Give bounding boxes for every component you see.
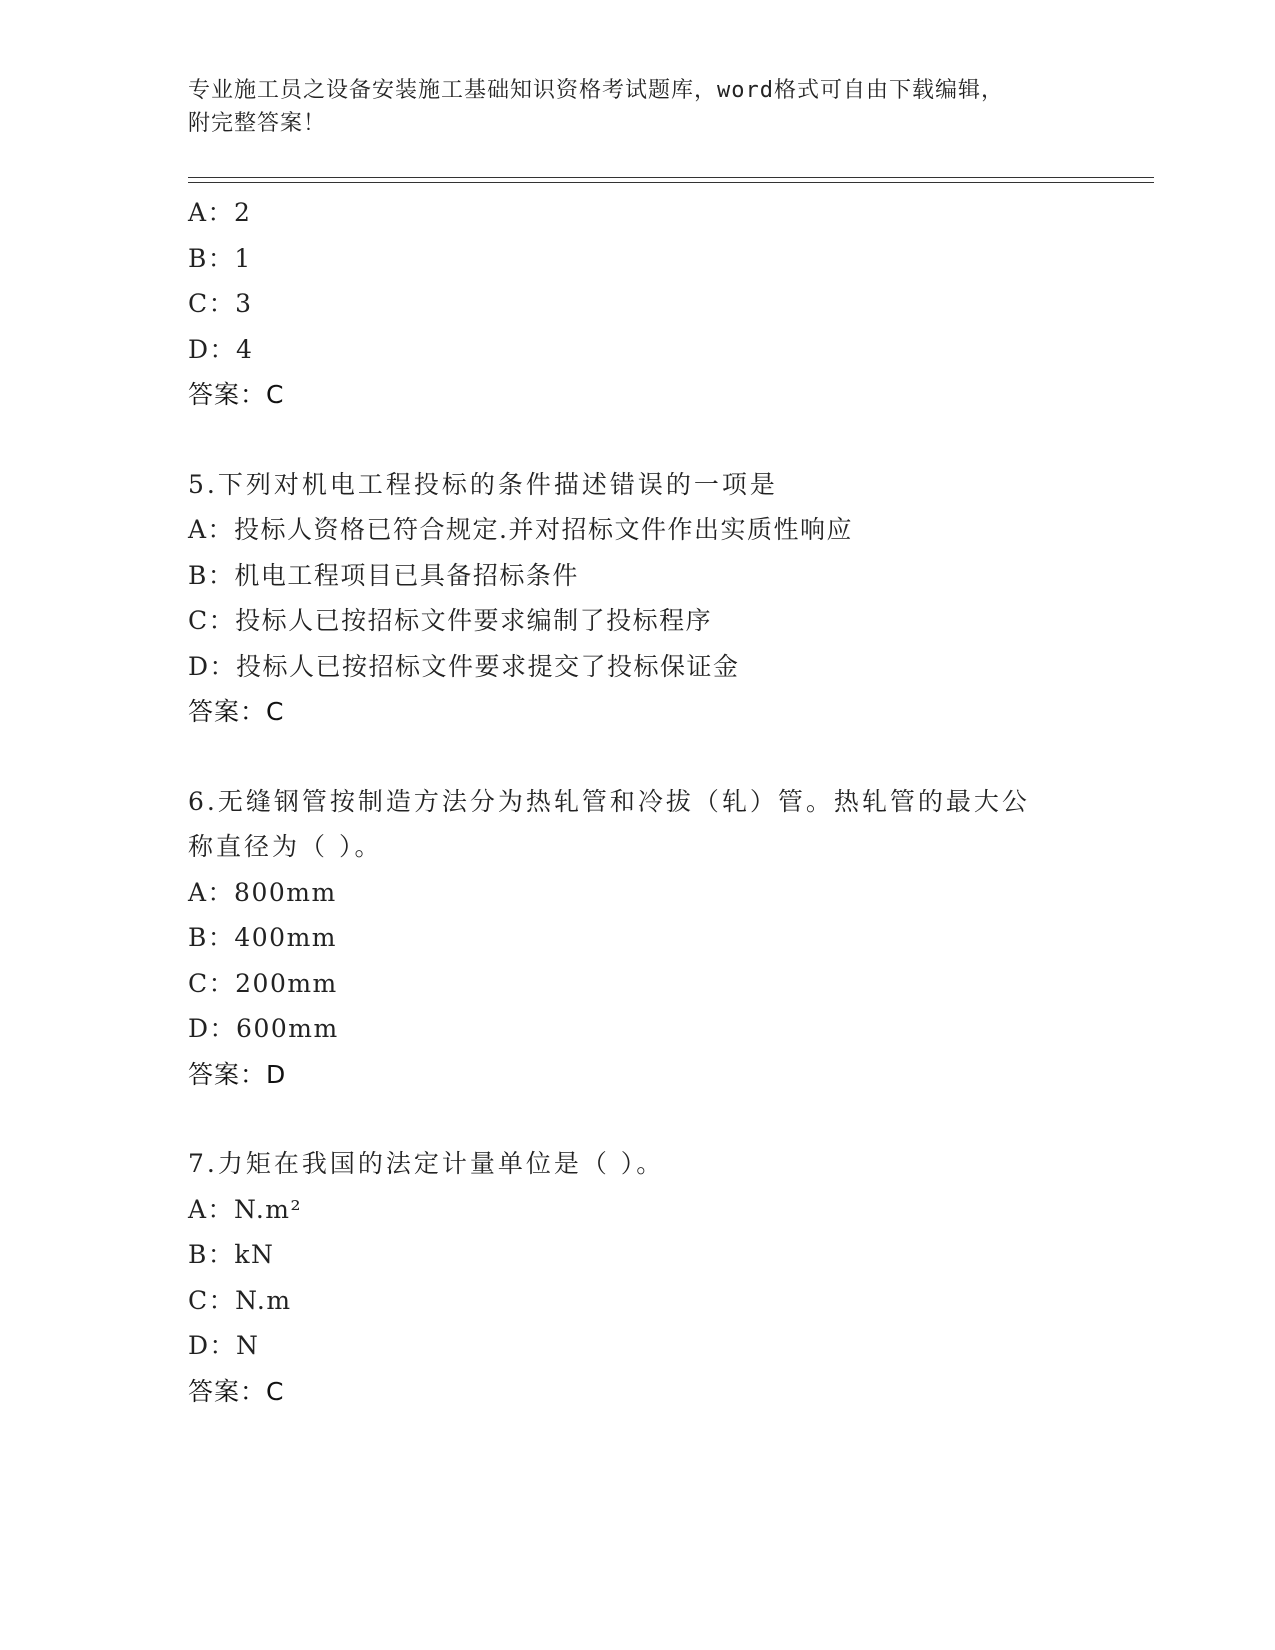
question-stem-line-2: 称直径为（ ）。: [188, 832, 383, 861]
option-d: D：投标人已按招标文件要求提交了投标保证金: [188, 651, 740, 681]
answer-line: 答案：C: [188, 380, 285, 409]
header-divider-top: [188, 177, 1154, 178]
question-stem-line-1: 6.无缝钢管按制造方法分为热轧管和冷拔（轧）管。热轧管的最大公: [188, 786, 1030, 816]
option-b: B：kN: [188, 1240, 275, 1269]
option-c: C：投标人已按招标文件要求编制了投标程序: [188, 606, 713, 635]
option-a: A：2: [188, 198, 252, 227]
question-4-continued: [188, 190, 1148, 418]
question-7: [188, 1141, 1148, 1414]
answer-line: 答案：C: [188, 1376, 285, 1406]
header-title-line-2: 附完整答案！: [188, 111, 327, 136]
option-a: A：投标人资格已符合规定.并对招标文件作出实质性响应: [188, 515, 854, 544]
question-5: [188, 462, 1148, 735]
question-6: [188, 779, 1148, 1098]
option-a: A：800mm: [188, 877, 337, 907]
document-header: [188, 74, 1068, 140]
option-d: D：600mm: [188, 1014, 339, 1043]
option-c: C：3: [188, 289, 253, 318]
option-d: D：N: [188, 1331, 260, 1360]
option-b: B：机电工程项目已具备招标条件: [188, 560, 579, 590]
answer-line: 答案：D: [188, 1059, 287, 1089]
question-list: [188, 190, 1148, 1414]
header-divider-bottom: [188, 182, 1154, 183]
option-b: B：400mm: [188, 923, 338, 952]
option-c: C：200mm: [188, 968, 338, 998]
option-b: B：1: [188, 243, 252, 273]
question-stem: 5.下列对机电工程投标的条件描述错误的一项是: [188, 469, 778, 499]
answer-line: 答案：C: [188, 697, 285, 726]
question-stem: 7.力矩在我国的法定计量单位是（ ）。: [188, 1149, 665, 1178]
option-a: A：N.m²: [188, 1194, 303, 1224]
option-c: C：N.m: [188, 1285, 292, 1315]
option-d: D：4: [188, 334, 254, 364]
header-title-line-1: 专业施工员之设备安装施工基础知识资格考试题库，word格式可自由下载编辑，: [188, 78, 1004, 103]
